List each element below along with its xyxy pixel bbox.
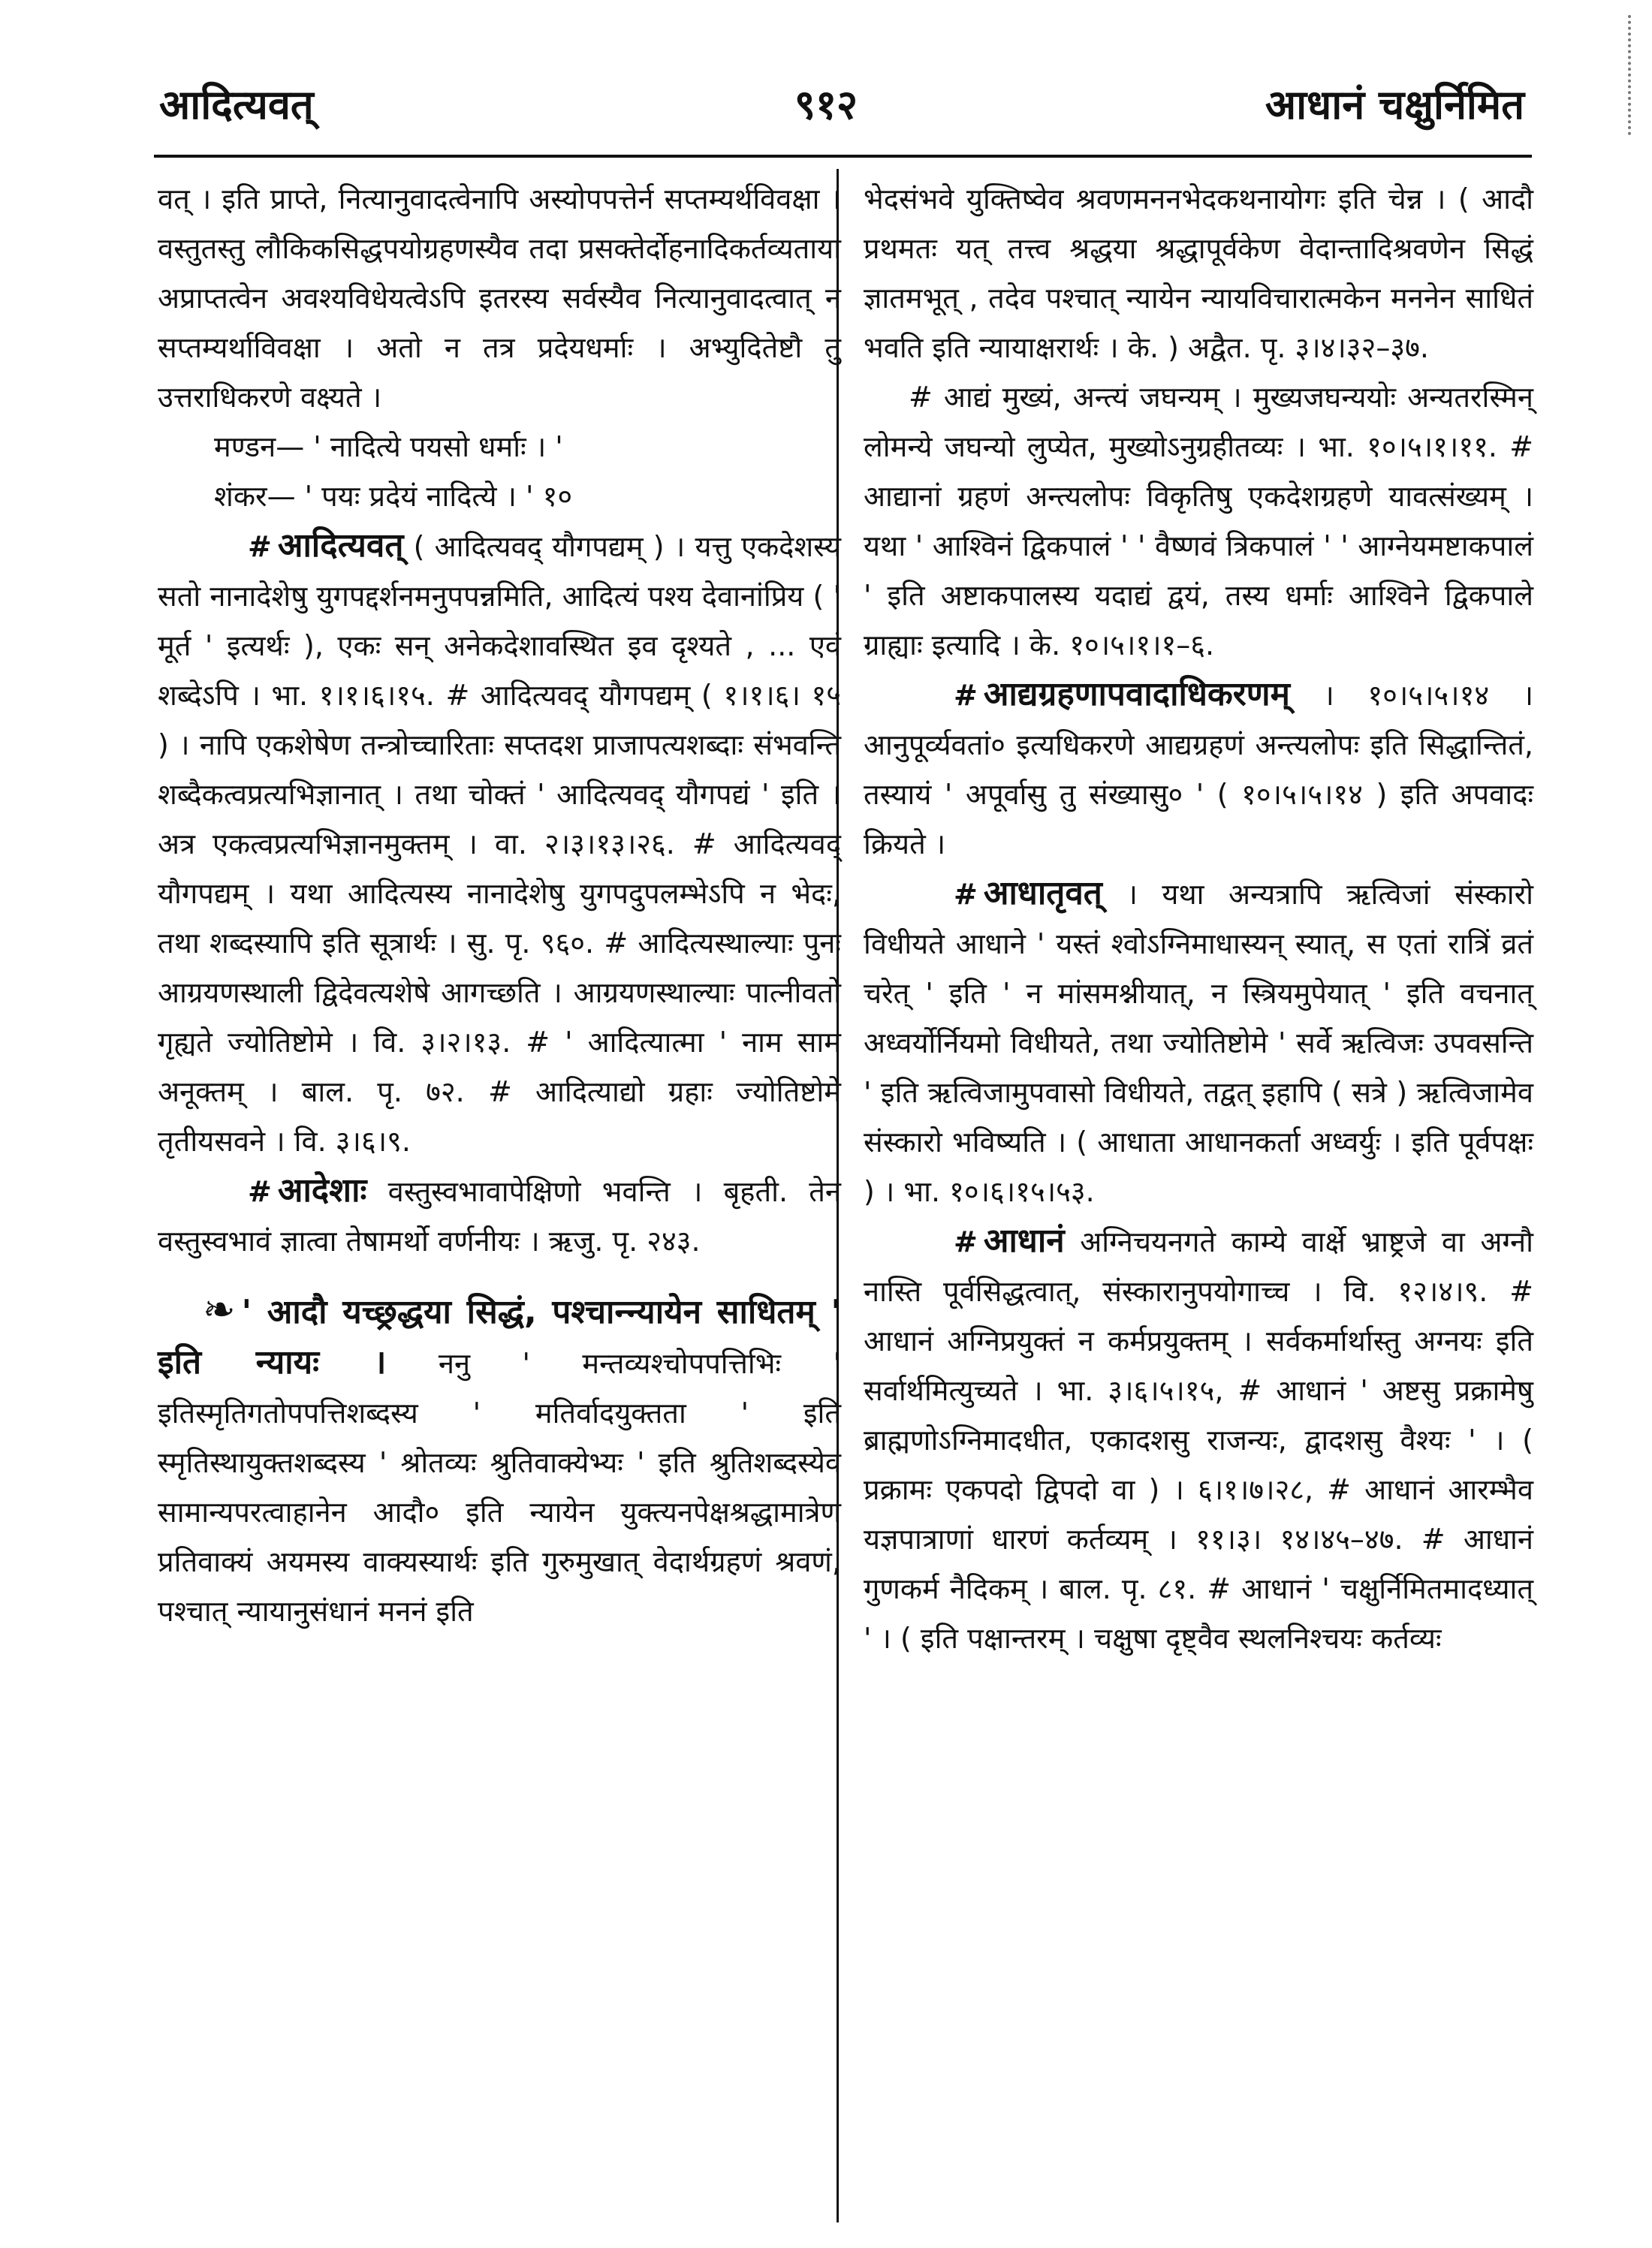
left-para-1: वत् । इति प्राप्ते, नित्यानुवादत्वेनापि अस्योपपत्तेर्न सप्तम्यर्थविवक्षा । वस्तुतस्तु लौकिकसिद्धपयोग्रहणस्यैव तदा प्रसक्तेर्दोहनादिकर्तव्यताया अप्राप्तत्वेन अवश्यविधेयत्वेऽपि इतरस्य सर्वस्यैव नित्यानुवादत्वात् न सप्तम्यर्थाविवक्षा । अतो न तत्र प्रदेयधर्माः । अभ्युदितेष्टौ तु उत्तराधिकरणे वक्ष्यते । bbox=[158, 182, 841, 414]
entry-marker: # bbox=[248, 530, 272, 563]
entry-marker: # bbox=[954, 679, 978, 712]
entry-body: अग्निचयनगते काम्ये वार्क्षे भ्राष्ट्रजे वा अग्नौ नास्ति पूर्वसिद्धत्वात्, संस्कारानुपयोगाच्च । वि. १२।४।९. # आधानं अग्निप्रयुक्तं न कर्मप्रयुक्तम् । सर्वकर्मार्थास्तु अग्नयः इति सर्वार्थमित्युच्यते । भा. ३।६।५।१५, # आधानं ' अष्टसु प्रक्रामेषु ब्राह्मणोऽग्निमादधीत, एकादशसु राजन्यः, द्वादशसु वैश्यः ' । ( प्रक्रामः एकपदो द्विपदो वा ) । ६।१।७।२८, # आधानं आरम्भैव यज्ञपात्राणां धारणं कर्तव्यम् । ११।३। १४।४५–४७. # आधानं गुणकर्म नैदिकम् । बाल. पृ. ८१. # आधानं ' चक्षुर्निमितमादध्यात् ' । ( इति पक्षान्तरम् । चक्षुषा दृष्ट्वैव स्थलनिश्चयः कर्तव्यः bbox=[864, 1225, 1533, 1655]
nyaya-heading: ' आदौ यच्छ्रद्धया सिद्धं, पश्चान्न्यायेन साधितम् ' इति न्यायः । bbox=[158, 1293, 841, 1382]
entry-heading: आधानं bbox=[983, 1222, 1065, 1260]
entry-adyam: # आद्यं मुख्यं, अन्त्यं जघन्यम् । मुख्यजघन्ययोः अन्यतरस्मिन् लोमन्ये जघन्यो लुप्येत, मुख्योऽनुग्रहीतव्यः । भा. १०।५।१।११. # आद्यानां ग्रहणं अन्त्यलोपः विकृतिषु एकदेशग्रहणे यावत्संख्यम् । यथा ' आश्विनं द्विकपालं ' ' वैष्णवं त्रिकपालं ' ' आग्नेयमष्टाकपालं ' इति अष्टाकपालस्य यदाद्यं द्वयं, तस्य धर्माः आश्विने द्विकपाले ग्राह्याः इत्यादि । के. १०।५।१।१–६. bbox=[864, 381, 1533, 661]
nyaya-mark-icon: ❧ bbox=[203, 1288, 236, 1333]
left-column bbox=[158, 174, 841, 1636]
entry-body: ( आदित्यवद् यौगपद्यम् ) । यत्तु एकदेशस्य सतो नानादेशेषु युगपद्दर्शनमनुपपन्नमिति, आदित्यं पश्य देवानांप्रिय ( ' मूर्त ' इत्यर्थः ), एकः सन् अनेकदेशावस्थित इव दृश्यते , ... एवं शब्देऽपि । भा. १।१।६।१५. # आदित्यवद् यौगपद्यम् ( १।१।६। १५ ) । नापि एकशेषेण तन्त्रोच्चारिताः सप्तदश प्राजापत्यशब्दाः संभवन्ति शब्दैकत्वप्रत्यभिज्ञानात् । तथा चोक्तं ' आदित्यवद् यौगपद्यं ' इति । अत्र एकत्वप्रत्यभिज्ञानमुक्तम् । वा. २।३।१३।२६. # आदित्यवद् यौगपद्यम् । यथा आदित्यस्य नानादेशेषु युगपदुपलम्भेऽपि न भेदः, तथा शब्दस्यापि इति सूत्रार्थः । सु. पृ. ९६०. # आदित्यस्थाल्याः पुनः आग्रयणस्थाली द्विदेवत्यशेषे आगच्छति । आग्रयणस्थाल्याः पात्नीवतो गृह्यते ज्योतिष्टोमे । वि. ३।२।१३. # ' आदित्यात्मा ' नाम साम अनूक्तम् । बाल. पृ. ७२. # आदित्याद्यो ग्रहाः ज्योतिष्टोमे तृतीयसवने । वि. ३।६।९. bbox=[158, 530, 841, 1158]
nyaya-entry bbox=[158, 1285, 841, 1636]
page-number: ९१२ bbox=[794, 81, 858, 128]
entry-adhanam bbox=[864, 1216, 1533, 1663]
right-column bbox=[864, 174, 1533, 1663]
entry-body: । १०।५।५।१४ । आनुपूर्व्यवतां० इत्यधिकरणे आद्यग्रहणं अन्त्यलोपः इति सिद्धान्तितं, तस्यायं ' अपूर्वासु तु संख्यासु० ' ( १०।५।५।१४ ) इति अपवादः क्रियते । bbox=[864, 679, 1533, 860]
entry-adhatrvat bbox=[864, 869, 1533, 1216]
entry-body: । यथा अन्यत्रापि ऋत्विजां संस्कारो विधीयते आधाने ' यस्तं श्वोऽग्निमाधास्यन् स्यात्, स एतां रात्रिं व्रतं चरेत् ' इति ' न मांसमश्नीयात्, न स्त्रियमुपेयात् ' इति वचनात् अध्वर्योर्नियमो विधीयते, तथा ज्योतिष्टोमे ' सर्वे ऋत्विजः उपवसन्ति ' इति ऋत्विजामुपवासो विधीयते, तद्वत् इहापि ( सत्रे ) ऋत्विजामेव संस्कारो भविष्यति । ( आधाता आधानकर्ता अध्वर्युः । इति पूर्वपक्षः ) । भा. १०।६।१५।५३. bbox=[864, 878, 1533, 1208]
header-left-word: आदित्यवत् bbox=[159, 81, 314, 128]
entry-adyagrahana bbox=[864, 670, 1533, 869]
right-para-1: भेदसंभवे युक्तिष्वेव श्रवणमननभेदकथनायोगः इति चेन्न । ( आदौ प्रथमतः यत् तत्त्व श्रद्धया श्रद्धापूर्वकेण वेदान्तादिश्रवणेन सिद्धं ज्ञातमभूत् , तदेव पश्चात् न्यायेन न्यायविचारात्मकेन मननेन साधितं भवति इति न्यायाक्षरार्थः । के. ) अद्वैत. पृ. ३।४।३२–३७. bbox=[864, 182, 1533, 364]
entry-adityavat bbox=[158, 521, 841, 1166]
page-header bbox=[0, 75, 1652, 143]
verse-shankara: शंकर— ' पयः प्रदेयं नादित्ये । ' १० bbox=[214, 480, 573, 513]
header-rule bbox=[154, 155, 1532, 158]
entry-marker: # bbox=[954, 878, 978, 911]
entry-body: वस्तुस्वभावापेक्षिणो भवन्ति । बृहती. तेन वस्तुस्वभावं ज्ञात्वा तेषामर्थो वर्णनीयः । ऋजु. पृ. २४३. bbox=[158, 1175, 841, 1258]
entry-heading: आद्यग्रहणापवादाधिकरणम् bbox=[983, 675, 1290, 713]
verse-mandana: मण्डन— ' नादित्ये पयसो धर्माः । ' bbox=[214, 430, 563, 463]
entry-adeshah bbox=[158, 1166, 841, 1266]
entry-heading: आदित्यवत् bbox=[277, 526, 404, 565]
entry-heading: आदेशाः bbox=[277, 1171, 367, 1210]
header-right-word: आधानं चक्षुर्निमित bbox=[1265, 81, 1524, 128]
spacer bbox=[158, 1266, 841, 1285]
entry-heading: आधातृवत् bbox=[983, 874, 1102, 912]
entry-marker: # bbox=[954, 1225, 978, 1258]
nyaya-body: ननु ' मन्तव्यश्चोपपत्तिभिः ' इतिस्मृतिगतोपपत्तिशब्दस्य ' मतिर्वादयुक्तता ' इति स्मृतिस्थायुक्तशब्दस्य ' श्रोतव्यः श्रुतिवाक्येभ्यः ' इति श्रुतिशब्दस्येव सामान्यपरत्वाहानेन आदौ० इति न्यायेन युक्त्यनपेक्षश्रद्धामात्रेण प्रतिवाक्यं अयमस्य वाक्यस्यार्थः इति गुरुमुखात् वेदार्थग्रहणं श्रवणं, पश्चात् न्यायानुसंधानं मननं इति bbox=[158, 1347, 841, 1628]
entry-marker: # bbox=[248, 1175, 272, 1208]
